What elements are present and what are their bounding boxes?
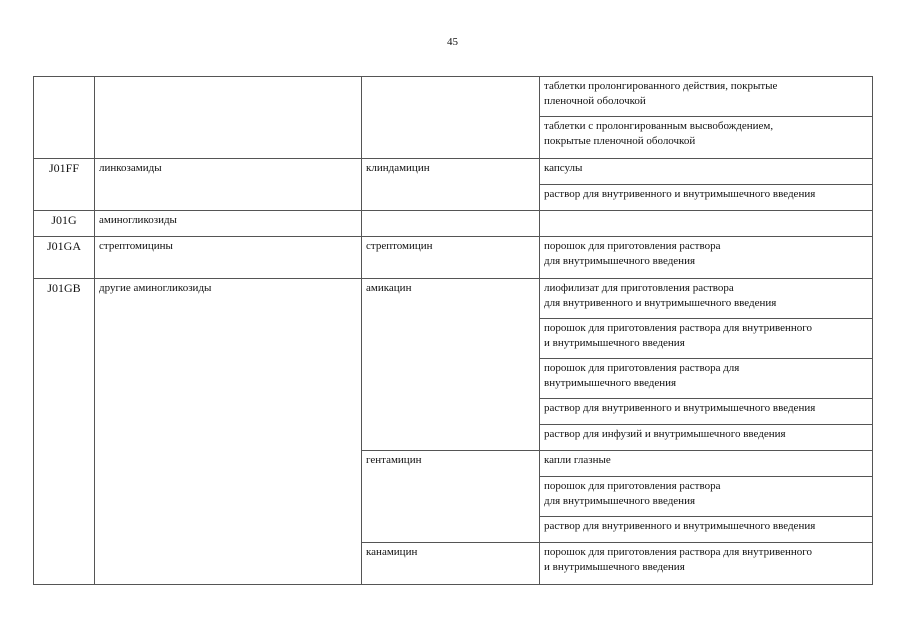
dosage-form-cell	[540, 237, 873, 279]
dosage-form-cell: раствор для внутривенного и внутримышечного введения	[540, 399, 873, 425]
group-name-cell: линкозамиды	[95, 159, 362, 211]
table-row	[34, 77, 873, 117]
dosage-form-text: порошок для приготовления раствора	[544, 240, 721, 252]
dosage-form-cell: раствор для инфузий и внутримышечного введения	[540, 425, 873, 451]
dosage-form-cell	[540, 117, 873, 159]
dosage-form-text: таблетки пролонгированного действия, покрытые	[544, 80, 778, 92]
table-row	[34, 237, 873, 279]
table-row	[34, 211, 873, 237]
atc-code-cell: J01G	[34, 211, 95, 237]
dosage-form-text: покрытые пленочной оболочкой	[544, 135, 696, 147]
dosage-form-cell: капли глазные	[540, 451, 873, 477]
group-name-cell: стрептомицины	[95, 237, 362, 279]
atc-code-cell: J01GA	[34, 237, 95, 279]
dosage-form-text: порошок для приготовления раствора для внутривенного	[544, 322, 813, 334]
drug-name-cell	[362, 211, 540, 237]
drug-name-cell: канамицин	[362, 543, 540, 585]
dosage-form-text: для внутримышечного введения	[544, 495, 696, 507]
table-row	[34, 159, 873, 185]
dosage-form-text: таблетки с пролонгированным высвобождением,	[544, 120, 774, 132]
dosage-form-cell	[540, 77, 873, 117]
dosage-form-cell	[540, 211, 873, 237]
dosage-form-text: лиофилизат для приготовления раствора	[544, 282, 734, 294]
dosage-form-cell: раствор для внутривенного и внутримышечного введения	[540, 517, 873, 543]
drug-name-cell	[362, 77, 540, 159]
medication-table	[33, 76, 873, 585]
drug-name-cell: амикацин	[362, 279, 540, 451]
dosage-form-text: порошок для приготовления раствора для	[544, 362, 740, 374]
dosage-form-cell	[540, 279, 873, 319]
drug-name-cell: клиндамицин	[362, 159, 540, 211]
dosage-form-text: и внутримышечного введения	[544, 561, 685, 573]
group-name-cell: другие аминогликозиды	[95, 279, 362, 585]
page-number: 45	[447, 36, 458, 48]
drug-name-cell: гентамицин	[362, 451, 540, 543]
group-name-cell: аминогликозиды	[95, 211, 362, 237]
dosage-form-text: порошок для приготовления раствора	[544, 480, 721, 492]
dosage-form-text: для внутримышечного введения	[544, 255, 696, 267]
group-name-cell	[95, 77, 362, 159]
drug-name-cell: стрептомицин	[362, 237, 540, 279]
dosage-form-text: пленочной оболочкой	[544, 95, 646, 107]
dosage-form-cell	[540, 359, 873, 399]
dosage-form-text: порошок для приготовления раствора для внутривенного	[544, 546, 813, 558]
table-row	[34, 279, 873, 319]
atc-code-cell: J01FF	[34, 159, 95, 211]
dosage-form-cell	[540, 477, 873, 517]
dosage-form-cell: капсулы	[540, 159, 873, 185]
dosage-form-cell	[540, 319, 873, 359]
dosage-form-cell: раствор для внутривенного и внутримышечного введения	[540, 185, 873, 211]
dosage-form-text: и внутримышечного введения	[544, 337, 685, 349]
dosage-form-text: для внутривенного и внутримышечного введения	[544, 297, 777, 309]
atc-code-cell	[34, 77, 95, 159]
dosage-form-cell	[540, 543, 873, 585]
dosage-form-text: внутримышечного введения	[544, 377, 677, 389]
atc-code-cell: J01GB	[34, 279, 95, 585]
